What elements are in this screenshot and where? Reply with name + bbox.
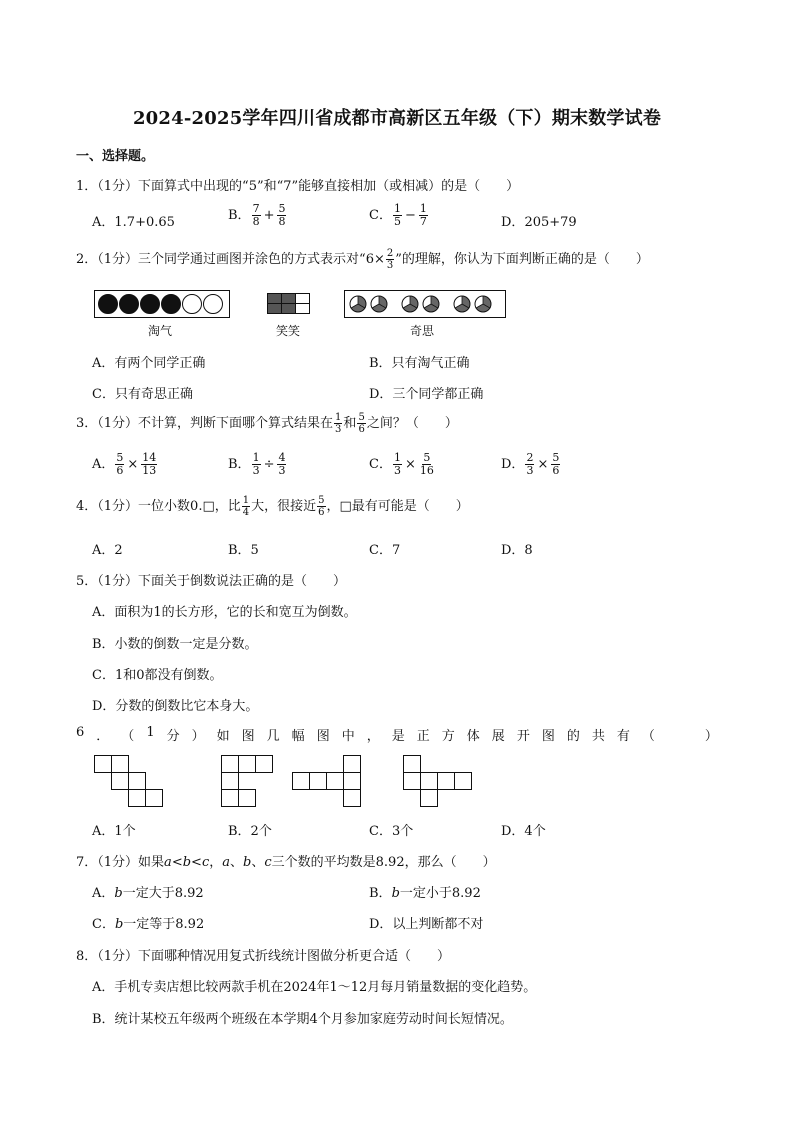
pie-circle — [350, 296, 366, 312]
section-heading: 一、选择题。 — [76, 149, 155, 164]
question-7-stem: 7．（1分）如果a<b<c，a、b、c三个数的平均数是8.92，那么（ ） — [76, 855, 496, 870]
cube-net-figure-4 — [401, 755, 475, 811]
q7-option-b[interactable]: B．b一定小于8.92 — [369, 886, 481, 901]
q7-option-d[interactable]: D．以上判断都不对 — [369, 917, 484, 932]
question-6-stem: 6 ． （ 1 分 ） 如 图 几 幅 图 中 ， 是 正 方 体 展 开 图 的 共 有 （ ） — [76, 725, 718, 744]
fraction: $\frac{7}{8}$ — [252, 202, 260, 228]
pie-circle — [423, 296, 439, 312]
q4-option-b[interactable]: B．5 — [228, 543, 259, 558]
pie-circle — [402, 296, 418, 312]
q5-option-b[interactable]: B．小数的倒数一定是分数。 — [92, 637, 258, 652]
cube-net-figure-2 — [219, 755, 275, 811]
q5-option-a[interactable]: A．面积为1的长方形，它的长和宽互为倒数。 — [92, 605, 357, 620]
q3-option-a[interactable]: A． $\frac{5}{6}$ × $\frac{14}{13}$ — [92, 451, 157, 477]
q2-option-b[interactable]: B．只有淘气正确 — [369, 356, 470, 371]
qisi-label: 奇思 — [410, 324, 435, 338]
question-1-stem: 1．（1分）下面算式中出现的“5”和“7”能够直接相加（或相减）的是（ ） — [76, 179, 520, 194]
fraction: $\frac{14}{13}$ — [142, 451, 157, 477]
q3-option-d[interactable]: D． $\frac{2}{3}$ × $\frac{5}{6}$ — [501, 451, 560, 477]
q5-option-c[interactable]: C．1和0都没有倒数。 — [92, 668, 223, 683]
q6-option-d[interactable]: D．4个 — [501, 824, 546, 839]
q4-option-a[interactable]: A．2 — [92, 543, 123, 558]
fraction: $\frac{1}{7}$ — [419, 202, 427, 228]
q1-option-a[interactable]: A．1.7+0.65 — [92, 215, 175, 230]
q5-option-d[interactable]: D．分数的倒数比它本身大。 — [92, 699, 259, 714]
cube-net-figure-1 — [94, 755, 166, 809]
qisi-diagram — [344, 290, 506, 318]
question-2-stem: 2．（1分）三个同学通过画图并涂色的方式表示对“6× $\frac{2}{3}$ ”的理解，你认为下面判断正确的是（ ） — [76, 248, 649, 271]
q4-option-d[interactable]: D．8 — [501, 543, 533, 558]
fraction: $\frac{4}{3}$ — [278, 451, 286, 477]
fraction: $\frac{2}{3}$ — [386, 248, 394, 271]
q3-option-b[interactable]: B． $\frac{1}{3}$ ÷ $\frac{4}{3}$ — [228, 451, 286, 477]
question-4-stem: 4．（1分）一位小数0.□，比 $\frac{1}{4}$ 大，很接近 $\frac{5}{6}$ ，□最有可能是（ ） — [76, 495, 469, 518]
q2-option-a[interactable]: A．有两个同学正确 — [92, 356, 206, 371]
q7-option-c[interactable]: C．b一定等于8.92 — [92, 917, 205, 932]
taoqi-diagram — [94, 290, 230, 318]
q7-option-a[interactable]: A．b一定大于8.92 — [92, 886, 204, 901]
q6-option-a[interactable]: A．1个 — [92, 824, 136, 839]
q6-option-c[interactable]: C．3个 — [369, 824, 414, 839]
fraction: $\frac{1}{3}$ — [252, 451, 260, 477]
fraction: $\frac{5}{8}$ — [278, 202, 286, 228]
fraction: $\frac{5}{6}$ — [116, 451, 124, 477]
fraction: $\frac{1}{3}$ — [393, 451, 401, 477]
pie-circle — [454, 296, 470, 312]
fraction: $\frac{1}{3}$ — [335, 412, 342, 435]
fraction: $\frac{2}{3}$ — [526, 451, 534, 477]
pie-circle — [475, 296, 491, 312]
cube-net-figure-3 — [290, 755, 366, 811]
xiaoxiao-diagram — [267, 293, 311, 315]
q8-option-b[interactable]: B．统计某校五年级两个班级在本学期4个月参加家庭劳动时间长短情况。 — [92, 1012, 513, 1027]
question-8-stem: 8．（1分）下面哪种情况用复式折线统计图做分析更合适（ ） — [76, 949, 451, 964]
question-5-stem: 5．（1分）下面关于倒数说法正确的是（ ） — [76, 574, 347, 589]
fraction: $\frac{5}{6}$ — [318, 495, 325, 518]
q1-option-c[interactable]: C． $\frac{1}{5}$ − $\frac{1}{7}$ — [369, 202, 427, 228]
fraction: $\frac{5}{16}$ — [419, 451, 434, 477]
taoqi-label: 淘气 — [148, 324, 173, 338]
fraction: $\frac{5}{6}$ — [358, 412, 365, 435]
q3-option-c[interactable]: C． $\frac{1}{3}$ × $\frac{5}{16}$ — [369, 451, 434, 477]
q2-option-d[interactable]: D．三个同学都正确 — [369, 387, 484, 402]
fraction: $\frac{1}{5}$ — [393, 202, 401, 228]
q4-option-c[interactable]: C．7 — [369, 543, 401, 558]
q1-option-d[interactable]: D．205+79 — [501, 215, 577, 230]
fraction: $\frac{5}{6}$ — [552, 451, 560, 477]
q1-option-b[interactable]: B． $\frac{7}{8}$ + $\frac{5}{8}$ — [228, 202, 286, 228]
page-title: 2024-2025学年四川省成都市高新区五年级（下）期末数学试卷 — [132, 108, 662, 129]
fraction: $\frac{1}{4}$ — [242, 495, 250, 518]
question-3-stem: 3．（1分）不计算，判断下面哪个算式结果在 $\frac{1}{3}$ 和 $\frac{5}{6}$ 之间？（ ） — [76, 412, 458, 435]
xiaoxiao-label: 笑笑 — [276, 324, 301, 338]
pie-circle — [371, 296, 387, 312]
q8-option-a[interactable]: A．手机专卖店想比较两款手机在2024年1～12月每月销量数据的变化趋势。 — [92, 980, 537, 995]
q6-option-b[interactable]: B．2个 — [228, 824, 272, 839]
q2-option-c[interactable]: C．只有奇思正确 — [92, 387, 193, 402]
